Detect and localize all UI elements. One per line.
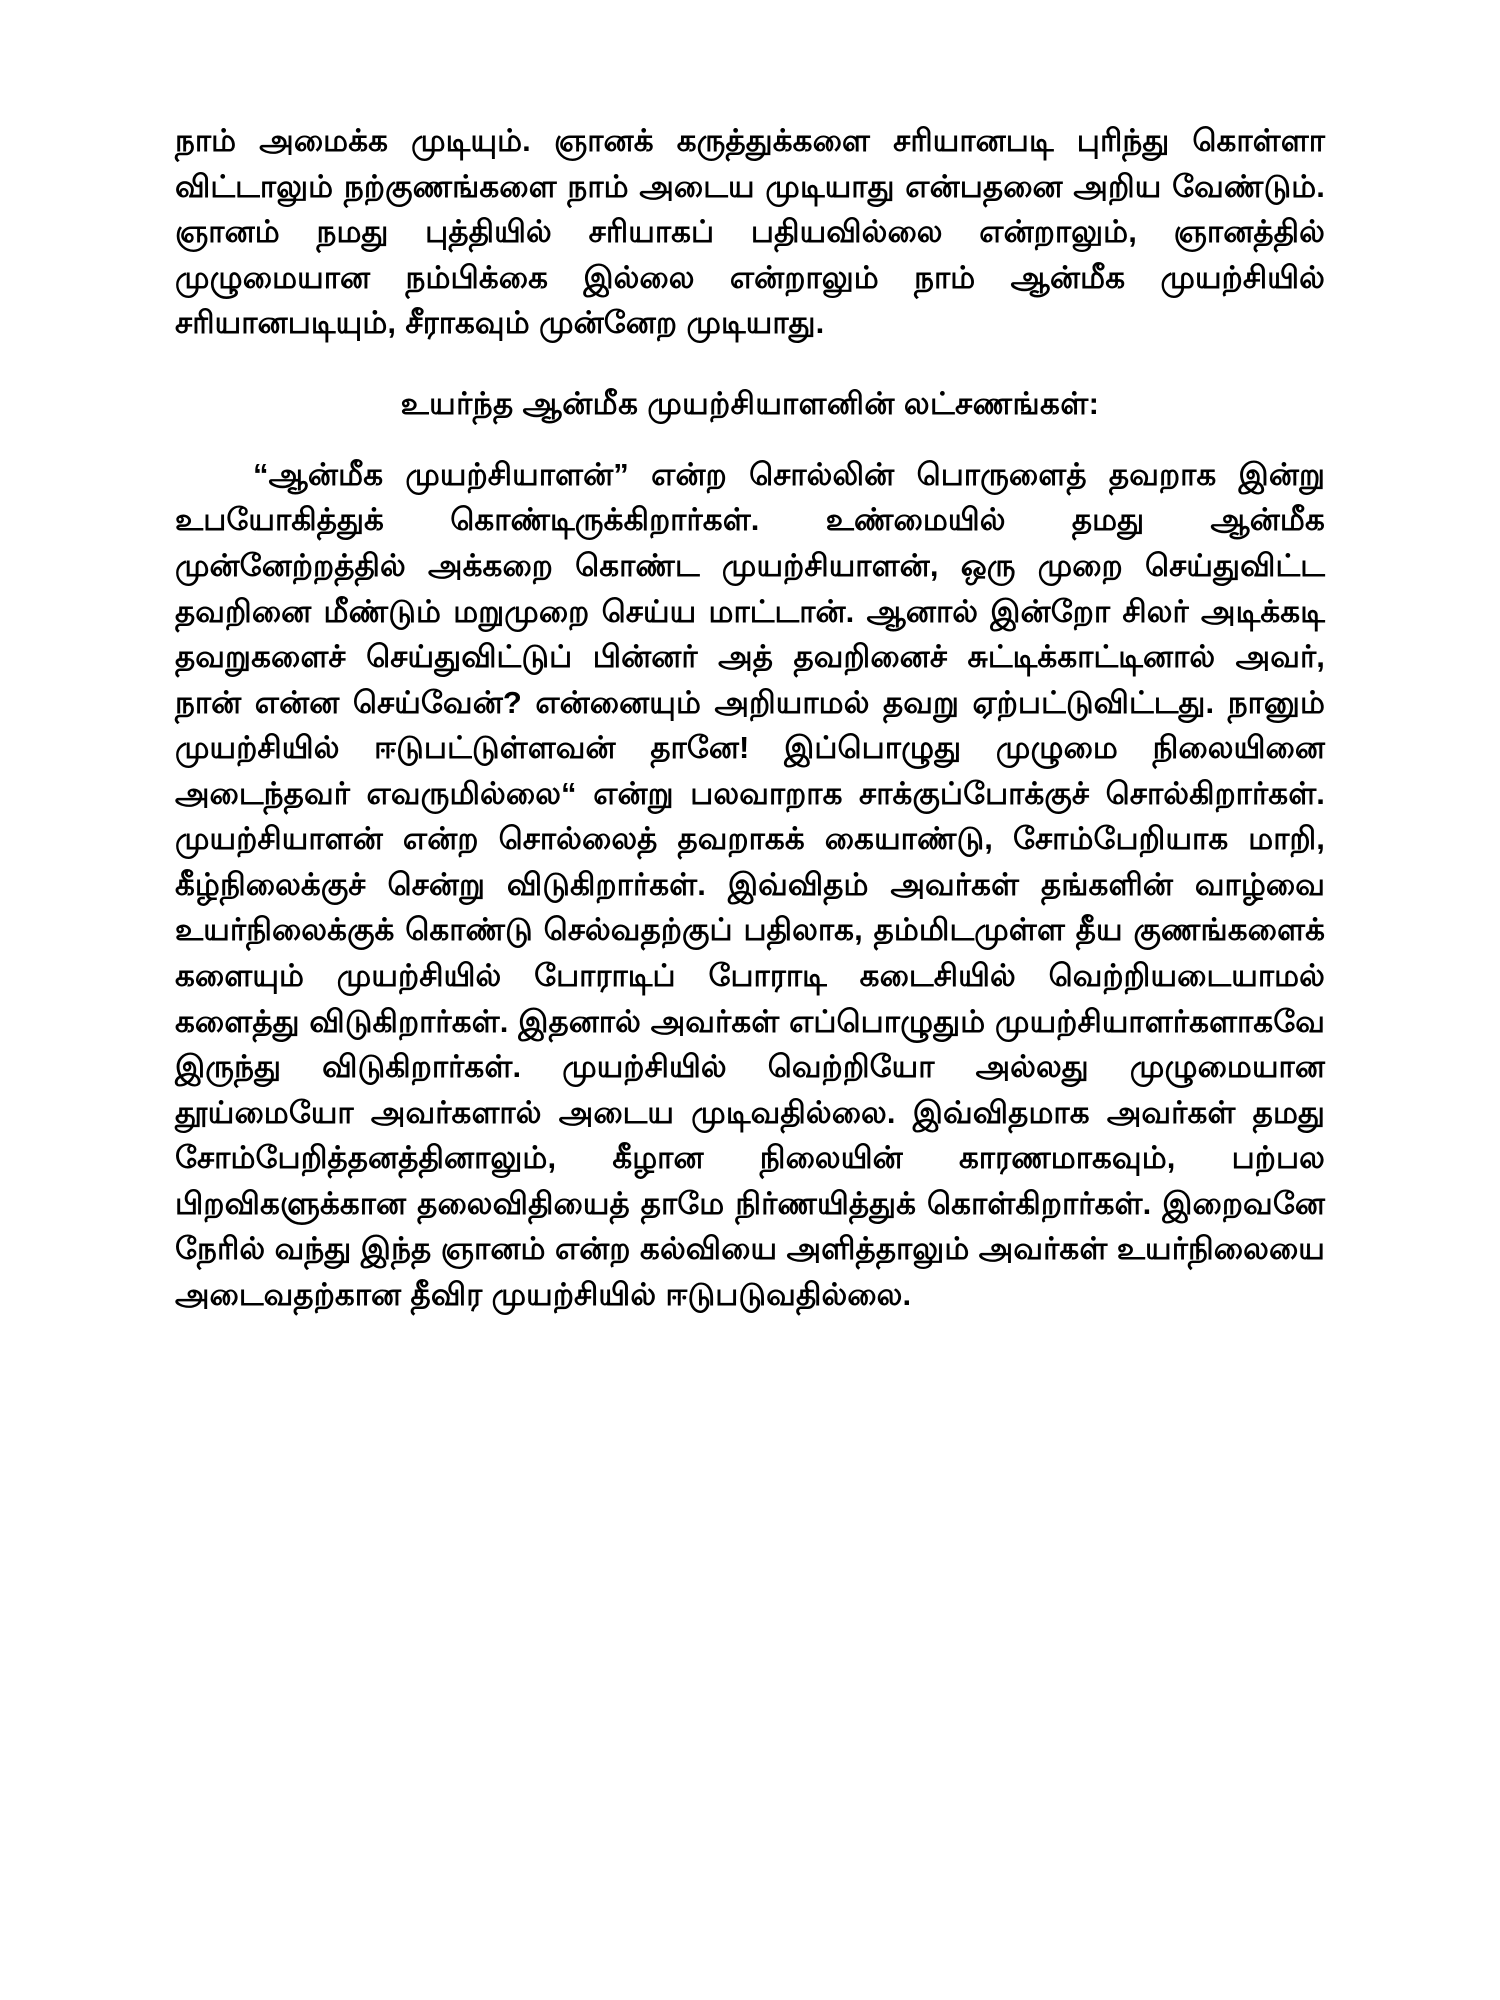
document-body bbox=[175, 118, 1325, 1318]
paragraph-body bbox=[175, 452, 1325, 1318]
section-heading: உயர்ந்த ஆன்மீக முயற்சியாளனின் லட்சணங்கள்: bbox=[400, 385, 1100, 421]
paragraph-continuation: நாம் அமைக்க முடியும். ஞானக் கருத்துக்களை சரியானபடி புரிந்து கொள்ளா விட்டாலும் நற்குணங்களை நாம் அடைய முடியாது என்பதனை அறிய வேண்டும். ஞானம் நமது புத்தியில் சரியாகப் பதியவில்லை என்றாலும், ஞானத்தில் முழுமையான நம்பிக்கை இல்லை என்றாலும் நாம் ஆன்மீக முயற்சியில் சரியானபடியும், சீராகவும் முன்னேற முடியாது. bbox=[175, 123, 1325, 341]
paragraph-body-text: “ஆன்மீக முயற்சியாளன்” என்ற சொல்லின் பொருளைத் தவறாக இன்று உபயோகித்துக் கொண்டிருக்கிறார்கள். உண்மையில் தமது ஆன்மீக முன்னேற்றத்தில் அக்கறை கொண்ட முயற்சியாளன், ஒரு முறை செய்துவிட்ட தவறினை மீண்டும் மறுமுறை செய்ய மாட்டான். ஆனால் இன்றோ சிலர் அடிக்கடி தவறுகளைச் செய்துவிட்டுப் பின்னர் அத் தவறினைச் சுட்டிக்காட்டினால் அவர், நான் என்ன செய்வேன்? என்னையும் அறியாமல் தவறு ஏற்பட்டுவிட்டது. நானும் முயற்சியில் ஈடுபட்டுள்ளவன் தானே! இப்பொழுது முழுமை நிலையினை அடைந்தவர் எவருமில்லை“ என்று பலவாறாக சாக்குப்போக்குச் சொல்கிறார்கள். முயற்சியாளன் என்ற சொல்லைத் தவறாகக் கையாண்டு, சோம்பேறியாக மாறி, கீழ்நிலைக்குச் சென்று விடுகிறார்கள். இவ்விதம் அவர்கள் தங்களின் வாழ்வை உயர்நிலைக்குக் கொண்டு செல்வதற்குப் பதிலாக, தம்மிடமுள்ள தீய குணங்களைக் களையும் முயற்சியில் போராடிப் போராடி கடைசியில் வெற்றியடையாமல் களைத்து விடுகிறார்கள். இதனால் அவர்கள் எப்பொழுதும் முயற்சியாளர்களாகவே இருந்து விடுகிறார்கள். முயற்சியில் வெற்றியோ அல்லது முழுமையான தூய்மையோ அவர்களால் அடைய முடிவதில்லை. இவ்விதமாக அவர்கள் தமது சோம்பேறித்தனத்தினாலும், கீழான நிலையின் காரணமாகவும், பற்பல பிறவிகளுக்கான தலைவிதியைத் தாமே நிர்ணயித்துக் கொள்கிறார்கள். இறைவனே நேரில் வந்து இந்த ஞானம் என்ற கல்வியை அளித்தாலும் அவர்கள் உயர்நிலையை அடைவதற்கான தீவிர முயற்சியில் ஈடுபடுவதில்லை. bbox=[175, 456, 1325, 1312]
